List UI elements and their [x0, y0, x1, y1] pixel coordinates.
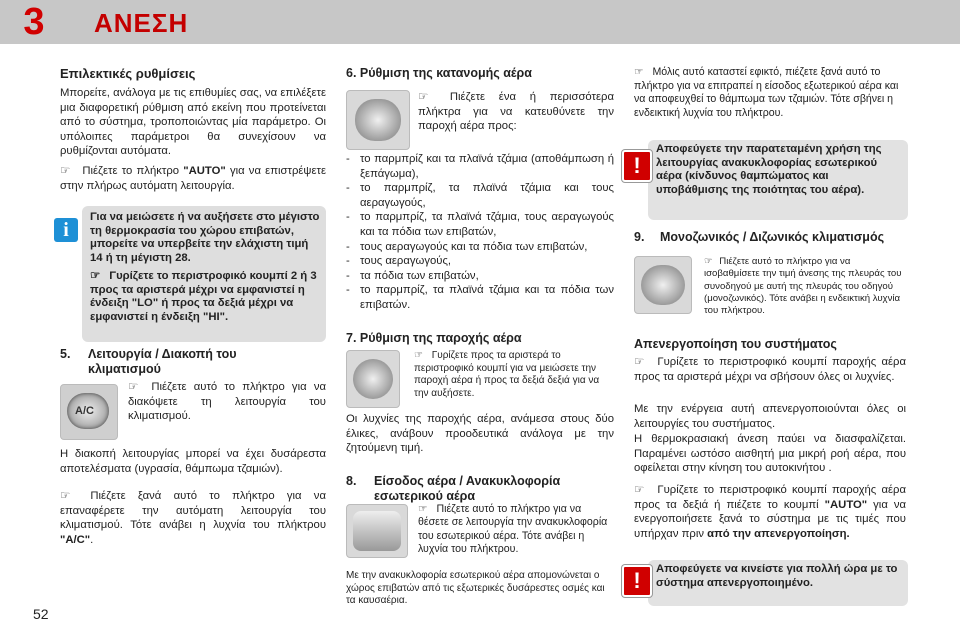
ac-button-label: A/C	[75, 405, 94, 417]
bullet-icon: ☞	[418, 91, 429, 103]
list-item: - το παρμπρίζ, τα πλαϊνά τζάμια, τους αεραγωγούς και τα πόδια των επιβατών,	[346, 211, 614, 238]
system-on-bullet-text-2: για να ενεργοποιήσετε ξανά το σύστημα με τις τιμές που υπήρχαν πριν	[634, 498, 907, 540]
section-heading-selective-settings: Επιλεκτικές ρυθμίσεις	[60, 66, 196, 81]
list-item: - το παρμπρίζ, τα πλαϊνά τζάμια και τους αεραγωγούς,	[346, 182, 614, 209]
ac-button-photo	[60, 384, 118, 440]
ac-key-label: "A/C"	[60, 533, 91, 546]
list-item: - τους αεραγωγούς,	[346, 254, 614, 269]
sec8-bullet	[418, 503, 614, 557]
section-8-title: Είσοδος αέρα / Ανακυκλοφορία εσωτερικού αέρα	[374, 474, 561, 503]
system-off-paragraph-2: Η θερμοκρασιακή άνεση παύει να διασφαλίζεται. Παραμένει ωστόσο αισθητή μια μικρή ροή αέρα, που οφείλεται στην κίνηση του αυτοκινήτου .	[634, 433, 906, 475]
dual-zone-knob	[641, 265, 685, 305]
system-off-bullet-text: Γυρίζετε το περιστροφικό κουμπί παροχής αέρα προς τα αριστερά μέχρι να σβήσουν όλες οι λυχνίες.	[634, 356, 906, 383]
info-box-text: Για να μειώσετε ή να αυξήσετε στο μέγιστο τη θερμοκρασία του χώρου επιβατών, μπορείτε να υπερβείτε την ελάχιστη τιμή 14 ή τη μέγιστη 28.	[90, 211, 320, 264]
section-8-number: 8.	[346, 474, 357, 488]
recirc-off-bullet	[634, 66, 904, 120]
air-distribution-photo	[346, 90, 410, 150]
air-distribution-knob	[355, 99, 401, 141]
list-item-text: το παρμπρίζ, τα πλαϊνά τζάμια, τους αεραγωγούς και τα πόδια των επιβατών,	[360, 211, 614, 238]
list-item: - το παρμπρίζ, τα πλαϊνά τζάμια και τα πόδια των επιβατών.	[346, 284, 614, 311]
recirculation-button-graphic	[353, 511, 401, 551]
system-off-paragraph-1: Με την ενέργεια αυτή απενεργοποιούνται όλες οι λειτουργίες του συστήματος.	[634, 403, 906, 430]
auto-key-label: "AUTO"	[183, 165, 226, 177]
system-on-bullet	[634, 483, 906, 541]
chapter-number: 3	[23, 1, 45, 43]
recirculation-photo	[346, 504, 408, 558]
sec8-bullet-text: Πιέζετε αυτό το πλήκτρο για να θέσετε σε λειτουργία την ανακυκλοφορία του εσωτερικού αέρα. Τότε ανάβει η λυχνία του πλήκτρου.	[418, 503, 608, 556]
sec9-bullet	[704, 256, 908, 317]
bullet-icon: ☞	[90, 270, 101, 282]
bullet-icon: ☞	[414, 350, 423, 361]
sec7-paragraph: Οι λυχνίες της παροχής αέρα, ανάμεσα στους δύο έλικες, ανάβουν προοδευτικά ανάλογα με την ζητούμενη τιμή.	[346, 413, 614, 455]
sec5-bullet	[128, 380, 326, 424]
bullet-icon: ☞	[60, 165, 71, 177]
sec7-bullet-text: Γυρίζετε προς τα αριστερά το περιστροφικό κουμπί για να μειώσετε την παροχή αέρα ή προς τα δεξιά δεξιά για να την αυξήσετε.	[414, 350, 600, 399]
list-item-text: το παρμπρίζ, τα πλαϊνά τζάμια και τους αεραγωγούς,	[360, 182, 614, 209]
intro-paragraph: Μπορείτε, ανάλογα με τις επιθυμίες σας, να επιλέξετε μια διαφορετική ρύθμιση από εκείνη που προτείνεται από το σύστημα, τροποποιώντας μία παράμετρο. Οι υπόλοιπες παράμετροι θα συνεχίσουν να ρυθμίζονται αυτόματα.	[60, 87, 326, 158]
section-9-title: Μονοζωνικός / Διζωνικός κλιματισμός	[660, 230, 885, 244]
bullet-icon: ☞	[634, 484, 645, 496]
list-item: - το παρμπρίζ και τα πλαϊνά τζάμια (αποθάμπωση ή ξεπάγωμα),	[346, 153, 614, 180]
system-on-bullet-text-3: από την απενεργοποίηση.	[707, 527, 850, 540]
list-item-text: τα πόδια των επιβατών,	[360, 269, 479, 282]
bullet-icon: ☞	[128, 381, 139, 393]
list-item-text: τους αεραγωγούς,	[360, 255, 452, 268]
sec5-bullet2-text: Πιέζετε ξανά αυτό το πλήκτρο για να επαναφέρετε την αυτόματη λειτουργία του κλιματισμού. Τότε ανάβει η λυχνία του πλήκτρου	[60, 490, 326, 532]
system-off-bullet	[634, 355, 906, 384]
list-item: - τους αεραγωγούς και τα πόδια των επιβατών,	[346, 240, 614, 255]
info-box-bullet	[90, 270, 320, 324]
list-item-text: τους αεραγωγούς και τα πόδια των επιβατών,	[360, 240, 588, 253]
air-distribution-list	[346, 152, 614, 313]
bullet-icon: ☞	[60, 490, 71, 502]
warning-icon: !	[622, 150, 652, 182]
warning-text-recirculation: Αποφεύγετε την παρατεταμένη χρήση της λειτουργίας ανακυκλοφορίας εσωτερικού αέρα (κίνδυνος θαμπώματος και υποβάθμισης της ποιότητας του αέρα).	[656, 143, 882, 196]
recirc-off-bullet-text: Μόλις αυτό καταστεί εφικτό, πιέζετε ξανά αυτό το πλήκτρο για να επιτραπεί η είσοδος εξωτερικού αέρα και να αποφευχθεί το θάμπωμα των τζαμιών. Τότε σβήνει η ενδεικτική λυχνία του πλήκτρου.	[634, 66, 899, 119]
auto-bullet-text-end: για να επιστρέψετε στην πλήρως αυτόματη λειτουργία.	[60, 165, 326, 192]
sec5-bullet-2: ☞ Πιέζετε ξανά αυτό το πλήκτρο για να επαναφέρετε την αυτόματη λειτουργία του κλιματισμού. Τότε ανάβει η λυχνία του πλήκτρου "A/C".	[60, 490, 326, 546]
page-number: 52	[33, 606, 49, 622]
section-5-title: Λειτουργία / Διακοπή του κλιματισμού	[88, 347, 237, 376]
bullet-icon: ☞	[704, 256, 713, 267]
auto-bullet-text: Πιέζετε το πλήκτρο	[82, 165, 180, 177]
sec6-bullet-text: Πιέζετε ένα ή περισσότερα πλήκτρα για να κατευθύνετε την παροχή αέρα προς:	[418, 91, 614, 133]
system-off-heading: Απενεργοποίηση του συστήματος	[634, 337, 837, 351]
system-on-bullet-text: Γυρίζετε το περιστροφικό κουμπί παροχής αέρα προς τα δεξιά ή πιέζετε το κουμπί	[634, 484, 906, 511]
air-flow-photo	[346, 350, 400, 408]
page-title: ΑΝΕΣΗ	[94, 8, 189, 38]
list-item-text: το παρμπρίζ, τα πλαϊνά τζάμια και τα πόδια των επιβατών.	[360, 284, 614, 311]
list-item: - τα πόδια των επιβατών,	[346, 269, 614, 284]
section-9-number: 9.	[634, 230, 645, 244]
warning-icon: !	[622, 565, 652, 597]
sec6-bullet	[418, 90, 614, 134]
info-bullet-text: Γυρίζετε το περιστροφικό κουμπί 2 ή 3 προς τα αριστερά μέχρι να εμφανιστεί η ένδειξη "LO" ή προς τα δεξιά μέχρι να εμφανιστεί η ένδειξη "HI".	[90, 270, 317, 323]
section-5-number: 5.	[60, 347, 71, 361]
warning-text-system-off: Αποφεύγετε να κινείστε για πολλή ώρα με το σύστημα απενεργοποιημένο.	[656, 563, 898, 589]
auto-key-label-2: "AUTO"	[824, 498, 868, 511]
sec5-bullet-text: Πιέζετε αυτό το πλήκτρο για να διακόψετε τη λειτουργία του κλιματισμού.	[128, 381, 326, 423]
info-icon: i	[54, 218, 78, 242]
sec7-bullet	[414, 350, 614, 400]
auto-bullet	[60, 164, 326, 193]
sec9-bullet-text: Πιέζετε αυτό το πλήκτρο για να ισοβαθμίσετε την τιμή άνεσης της πλευράς του συνοδηγού με αυτή της πλευράς του οδηγού (μονοζωνικός). Τότε ανάβει η ενδεικτική λυχνία του πλήκτρου.	[704, 256, 902, 317]
header-bar	[62, 0, 960, 44]
dual-zone-photo	[634, 256, 692, 314]
section-7-title: 7. Ρύθμιση της παροχής αέρα	[346, 331, 522, 345]
section-6-title: 6. Ρύθμιση της κατανομής αέρα	[346, 66, 532, 80]
sec5-paragraph: Η διακοπή λειτουργίας μπορεί να έχει δυσάρεστα αποτελέσματα (υγρασία, θάμπωμα τζαμιών).	[60, 448, 326, 475]
bullet-icon: ☞	[418, 503, 428, 515]
bullet-icon: ☞	[634, 66, 644, 78]
list-item-text: το παρμπρίζ και τα πλαϊνά τζάμια (αποθάμπωση ή ξεπάγωμα),	[360, 153, 614, 180]
air-flow-knob	[353, 359, 393, 399]
bullet-icon: ☞	[634, 356, 645, 368]
sec8-paragraph: Με την ανακυκλοφορία εσωτερικού αέρα απομονώνεται ο χώρος επιβατών από τις εξωτερικές δυσάρεστες οσμές και τα καυσαέρια.	[346, 570, 605, 607]
